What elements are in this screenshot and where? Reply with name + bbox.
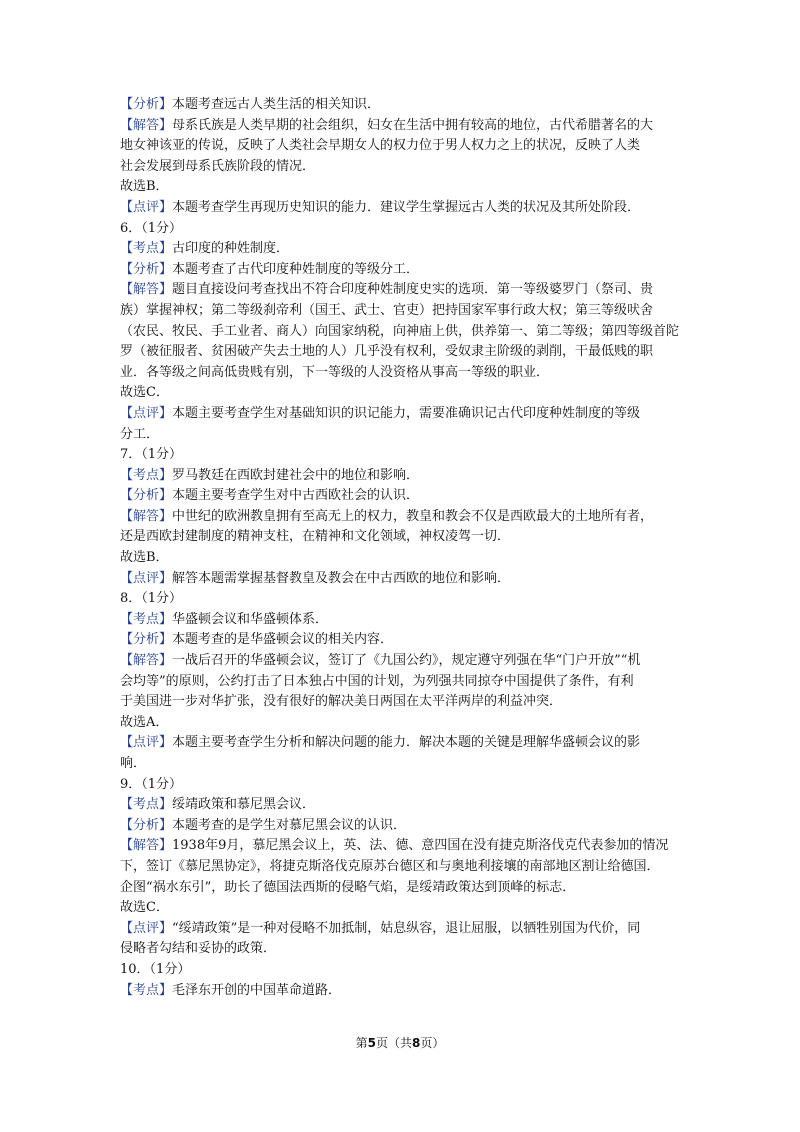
text-line — [120, 775, 690, 796]
line-text: 毛泽东开创的中国革命道路． — [172, 982, 342, 998]
text-line — [120, 630, 690, 651]
line-text: 华盛顿会议和华盛顿体系． — [172, 611, 329, 627]
footer-suffix: 页） — [420, 1036, 445, 1050]
text-line — [120, 322, 690, 343]
line-text: 故选C． — [120, 900, 169, 916]
section-tag-comment: 【点评】 — [120, 920, 173, 936]
text-line — [120, 260, 690, 281]
section-tag-point: 【考点】 — [120, 797, 173, 813]
section-tag-answer: 【解答】 — [120, 838, 173, 854]
section-tag-point: 【考点】 — [120, 241, 173, 257]
line-text: 一战后召开的华盛顿会议，签订了《九国公约》，规定遵守列强在华“门户开放”“机 — [172, 653, 641, 669]
line-text: 下，签订《慕尼黑协定》，将捷克斯洛伐克原苏台德区和与奥地利接壤的南部地区割让给德国． — [120, 858, 660, 874]
section-tag-point: 【考点】 — [120, 467, 173, 483]
line-text: 母系氏族是人类早期的社会组织，妇女在生活中拥有较高的地位，古代希腊著名的大 — [172, 117, 654, 133]
line-text: 于美国进一步对华扩张，没有很好的解决美日两国在太平洋两岸的利益冲突． — [120, 694, 563, 710]
text-line — [120, 219, 690, 240]
text-line — [120, 610, 690, 631]
section-tag-point: 【考点】 — [120, 611, 173, 627]
section-tag-analysis: 【分析】 — [120, 488, 173, 504]
line-text: 罗（被征服者、贫困破产失去土地的人）几乎没有权利，受奴隶主阶级的剥削，干最低贱的职 — [120, 344, 654, 360]
line-text: 故选B． — [120, 550, 169, 566]
section-tag-comment: 【点评】 — [120, 570, 173, 586]
section-tag-comment: 【点评】 — [120, 199, 173, 215]
text-line — [120, 157, 690, 178]
text-line — [120, 589, 690, 610]
text-line — [120, 136, 690, 157]
line-text: 中世纪的欧洲教皇拥有至高无上的权力，教皇和教会不仅是西欧最大的土地所有者， — [172, 508, 654, 524]
text-line — [120, 363, 690, 384]
line-text: 罗马教廷在西欧封建社会中的地位和影响． — [172, 467, 420, 483]
section-tag-answer: 【解答】 — [120, 508, 173, 524]
line-text: （农民、牧民、手工业者、商人）向国家纳税，向神庙上供，供养第一、第二等级；第四等级首陀 — [120, 323, 680, 339]
line-text: 故选A． — [120, 714, 169, 730]
text-line — [120, 527, 690, 548]
line-text: 绥靖政策和慕尼黑会议． — [172, 797, 316, 813]
text-line — [120, 981, 690, 1002]
line-text: 本题考查了古代印度种姓制度的等级分工． — [172, 261, 420, 277]
text-line — [120, 177, 690, 198]
text-line — [120, 816, 690, 837]
text-line — [120, 466, 690, 487]
line-text: 故选B． — [120, 179, 169, 195]
text-line — [120, 919, 690, 940]
text-line — [120, 939, 690, 960]
line-text: 8．（1分） — [120, 591, 183, 607]
line-text: 10．（1分） — [120, 961, 191, 977]
line-text: 分工． — [120, 426, 160, 442]
text-line — [120, 878, 690, 899]
section-tag-point: 【考点】 — [120, 982, 173, 998]
text-line — [120, 733, 690, 754]
text-line — [120, 569, 690, 590]
line-text: 本题主要考查学生分析和解决问题的能力．解决本题的关键是理解华盛顿会议的影 — [172, 735, 641, 751]
text-line — [120, 486, 690, 507]
total-page-count: 8 — [412, 1036, 421, 1050]
page-footer — [0, 1034, 800, 1051]
section-tag-analysis: 【分析】 — [120, 261, 173, 277]
line-text: 题目直接设问考查找出不符合印度种姓制度史实的选项．第一等级婆罗门（祭司、贵 — [172, 282, 654, 298]
section-tag-analysis: 【分析】 — [120, 97, 173, 112]
section-tag-answer: 【解答】 — [120, 653, 173, 669]
text-line — [120, 713, 690, 734]
section-tag-answer: 【解答】 — [120, 282, 173, 298]
text-line — [120, 507, 690, 528]
line-text: 本题考查的是华盛顿会议的相关内容． — [172, 632, 394, 648]
line-text: 解答本题需掌握基督教皇及教会在中古西欧的地位和影响． — [172, 570, 511, 586]
text-line — [120, 754, 690, 775]
text-line — [120, 836, 690, 857]
line-text: 本题考查的是学生对慕尼黑会议的认识． — [172, 817, 407, 833]
section-tag-analysis: 【分析】 — [120, 632, 173, 648]
text-line — [120, 692, 690, 713]
line-text: 企图“祸水东引”，助长了德国法西斯的侵略气焰，是绥靖政策达到顶峰的标志． — [120, 879, 576, 895]
text-line — [120, 239, 690, 260]
text-line — [120, 425, 690, 446]
text-line — [120, 342, 690, 363]
text-line — [120, 404, 690, 425]
line-text: 业．各等级之间高低贵贱有别，下一等级的人没资格从事高一等级的职业． — [120, 364, 550, 380]
line-text: “绥靖政策”是一种对侵略不加抵制，姑息纵容，退让屈服，以牺牲别国为代价，同 — [172, 920, 641, 936]
line-text: 地女神该亚的传说，反映了人类社会早期女人的权力位于男人权力之上的状况，反映了人类 — [120, 138, 641, 154]
footer-prefix: 第 — [355, 1036, 368, 1050]
section-tag-analysis: 【分析】 — [120, 817, 173, 833]
answer-explanations — [120, 95, 690, 1001]
text-line — [120, 95, 690, 116]
text-line — [120, 651, 690, 672]
line-text: 社会发展到母系氏族阶段的情况． — [120, 158, 316, 174]
text-line — [120, 383, 690, 404]
line-text: 本题主要考查学生对中古西欧社会的认识． — [172, 488, 420, 504]
text-line — [120, 857, 690, 878]
line-text: 9．（1分） — [120, 776, 183, 792]
section-tag-answer: 【解答】 — [120, 117, 173, 133]
text-line — [120, 116, 690, 137]
line-text: 6．（1分） — [120, 220, 183, 236]
text-line — [120, 548, 690, 569]
line-text: 故选C． — [120, 385, 169, 401]
text-line — [120, 301, 690, 322]
text-line — [120, 445, 690, 466]
text-line — [120, 280, 690, 301]
section-tag-comment: 【点评】 — [120, 735, 173, 751]
text-line — [120, 898, 690, 919]
line-text: 本题主要考查学生对基础知识的识记能力，需要准确识记古代印度种姓制度的等级 — [172, 405, 641, 421]
line-text: 古印度的种姓制度． — [172, 241, 290, 257]
line-text: 响． — [120, 756, 147, 771]
line-text: 1938年9月，慕尼黑会议上，英、法、德、意四国在没有捷克斯洛伐克代表参加的情况 — [172, 838, 669, 854]
line-text: 会均等”的原则，公约打击了日本独占中国的计划，为列强共同掠夺中国提供了条件，有利 — [120, 673, 634, 689]
current-page-number: 5 — [367, 1036, 376, 1050]
text-line — [120, 198, 690, 219]
line-text: 7．（1分） — [120, 447, 183, 463]
text-line — [120, 795, 690, 816]
text-line — [120, 960, 690, 981]
text-line — [120, 672, 690, 693]
line-text: 族）掌握神权；第二等级刹帝利（国王、武士、官吏）把持国家军事行政大权；第三等级吠舍 — [120, 302, 654, 318]
line-text: 还是西欧封建制度的精神支柱，在精神和文化领域，神权凌驾一切． — [120, 529, 511, 545]
line-text: 侵略者勾结和妥协的政策． — [120, 941, 277, 957]
section-tag-comment: 【点评】 — [120, 405, 173, 421]
line-text: 本题考查远古人类生活的相关知识． — [172, 97, 381, 112]
footer-mid: 页（共 — [375, 1036, 412, 1050]
line-text: 本题考查学生再现历史知识的能力．建议学生掌握远古人类的状况及其所处阶段． — [172, 199, 641, 215]
